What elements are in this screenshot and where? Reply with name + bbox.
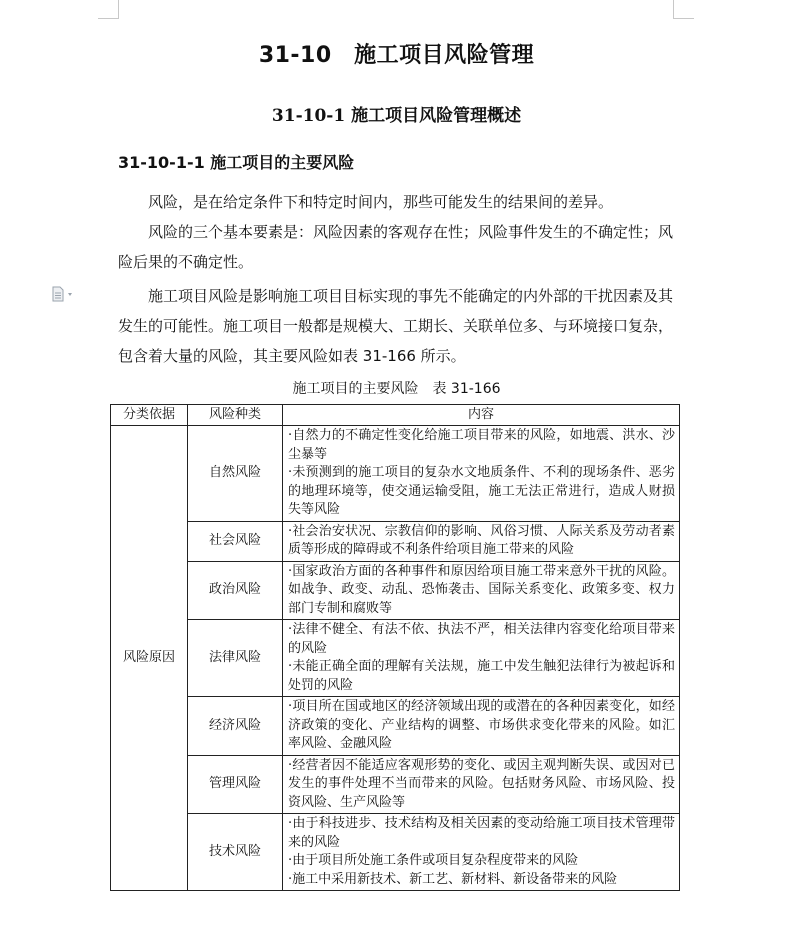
header-content: 内容	[283, 405, 680, 426]
paragraph-risk-elements: 风险的三个基本要素是：风险因素的客观存在性；风险事件发生的不确定性；风险后果的不确定性。	[118, 223, 674, 271]
table-header-row	[111, 405, 680, 426]
header-risk-type: 风险种类	[188, 405, 283, 426]
risk-content-cell	[283, 697, 680, 756]
risk-content-cell	[283, 814, 680, 891]
table-row	[111, 521, 680, 561]
risk-type-cell: 经济风险	[188, 697, 283, 756]
risk-type-cell: 技术风险	[188, 814, 283, 891]
content-line: ·项目所在国或地区的经济领域出现的或潜在的各种因素变化，如经济政策的变化、产业结构的调整、市场供求变化带来的风险。如汇率风险、金融风险	[288, 699, 675, 751]
subsection-title: 31-10-1-1 施工项目的主要风险	[118, 153, 355, 172]
category-cell: 风险原因	[111, 426, 188, 891]
content-line: ·国家政治方面的各种事件和原因给项目施工带来意外干扰的风险。如战争、政变、动乱、恐怖袭击、国际关系变化、政策多变、权力部门专制和腐败等	[288, 563, 675, 616]
table-row	[111, 814, 680, 891]
table-row	[111, 697, 680, 756]
risk-content-cell	[283, 561, 680, 620]
page-corner-mark-left	[98, 0, 119, 19]
risk-type-cell: 政治风险	[188, 561, 283, 620]
table-row	[111, 620, 680, 697]
content-line: ·未能正确全面的理解有关法规，施工中发生触犯法律行为被起诉和处罚的风险	[288, 659, 675, 693]
document-dropdown-icon[interactable]	[50, 286, 78, 302]
content-line: ·法律不健全、有法不依、执法不严，相关法律内容变化给项目带来的风险	[288, 622, 675, 656]
risk-content-cell	[283, 755, 680, 814]
content-line: ·社会治安状况、宗教信仰的影响、风俗习惯、人际关系及劳动者素质等形成的障碍或不利条件给项目施工带来的风险	[288, 523, 675, 557]
paragraph-project-risk: 施工项目风险是影响施工项目目标实现的事先不能确定的内外部的干扰因素及其发生的可能性。施工项目一般都是规模大、工期长、关联单位多、与环境接口复杂，包含着大量的风险，其主要风险如表 31-166 所示。	[118, 287, 674, 365]
risk-type-cell: 社会风险	[188, 521, 283, 561]
chapter-title: 31-10 施工项目风险管理	[258, 43, 535, 68]
page-corner-mark-right	[673, 0, 694, 19]
section-title: 31-10-1 施工项目风险管理概述	[271, 106, 522, 126]
content-line: ·未预测到的施工项目的复杂水文地质条件、不利的现场条件、恶劣的地理环境等，使交通运输受阻，施工无法正常进行，造成人财损失等风险	[288, 465, 675, 517]
table-caption: 施工项目的主要风险 表 31-166	[292, 381, 501, 397]
content-line: ·自然力的不确定性变化给施工项目带来的风险，如地震、洪水、沙尘暴等	[288, 428, 675, 462]
risk-type-cell: 法律风险	[188, 620, 283, 697]
risk-content-cell	[283, 426, 680, 522]
risk-content-cell	[283, 620, 680, 697]
risk-content-cell	[283, 521, 680, 561]
content-line: ·由于科技进步、技术结构及相关因素的变动给施工项目技术管理带来的风险	[288, 816, 675, 850]
table-row	[111, 561, 680, 620]
content-line: ·由于项目所处施工条件或项目复杂程度带来的风险	[288, 853, 579, 868]
header-category: 分类依据	[111, 405, 188, 426]
risk-table	[110, 404, 680, 891]
risk-type-cell: 管理风险	[188, 755, 283, 814]
table-row	[111, 755, 680, 814]
risk-type-cell: 自然风险	[188, 426, 283, 522]
paragraph-risk-definition: 风险，是在给定条件下和特定时间内，那些可能发生的结果间的差异。	[148, 193, 614, 211]
table-row	[111, 426, 680, 522]
content-line: ·施工中采用新技术、新工艺、新材料、新设备带来的风险	[288, 871, 618, 887]
content-line: ·经营者因不能适应客观形势的变化、或因主观判断失误、或因对已发生的事件处理不当而带来的风险。包括财务风险、市场风险、投资风险、生产风险等	[288, 757, 675, 810]
